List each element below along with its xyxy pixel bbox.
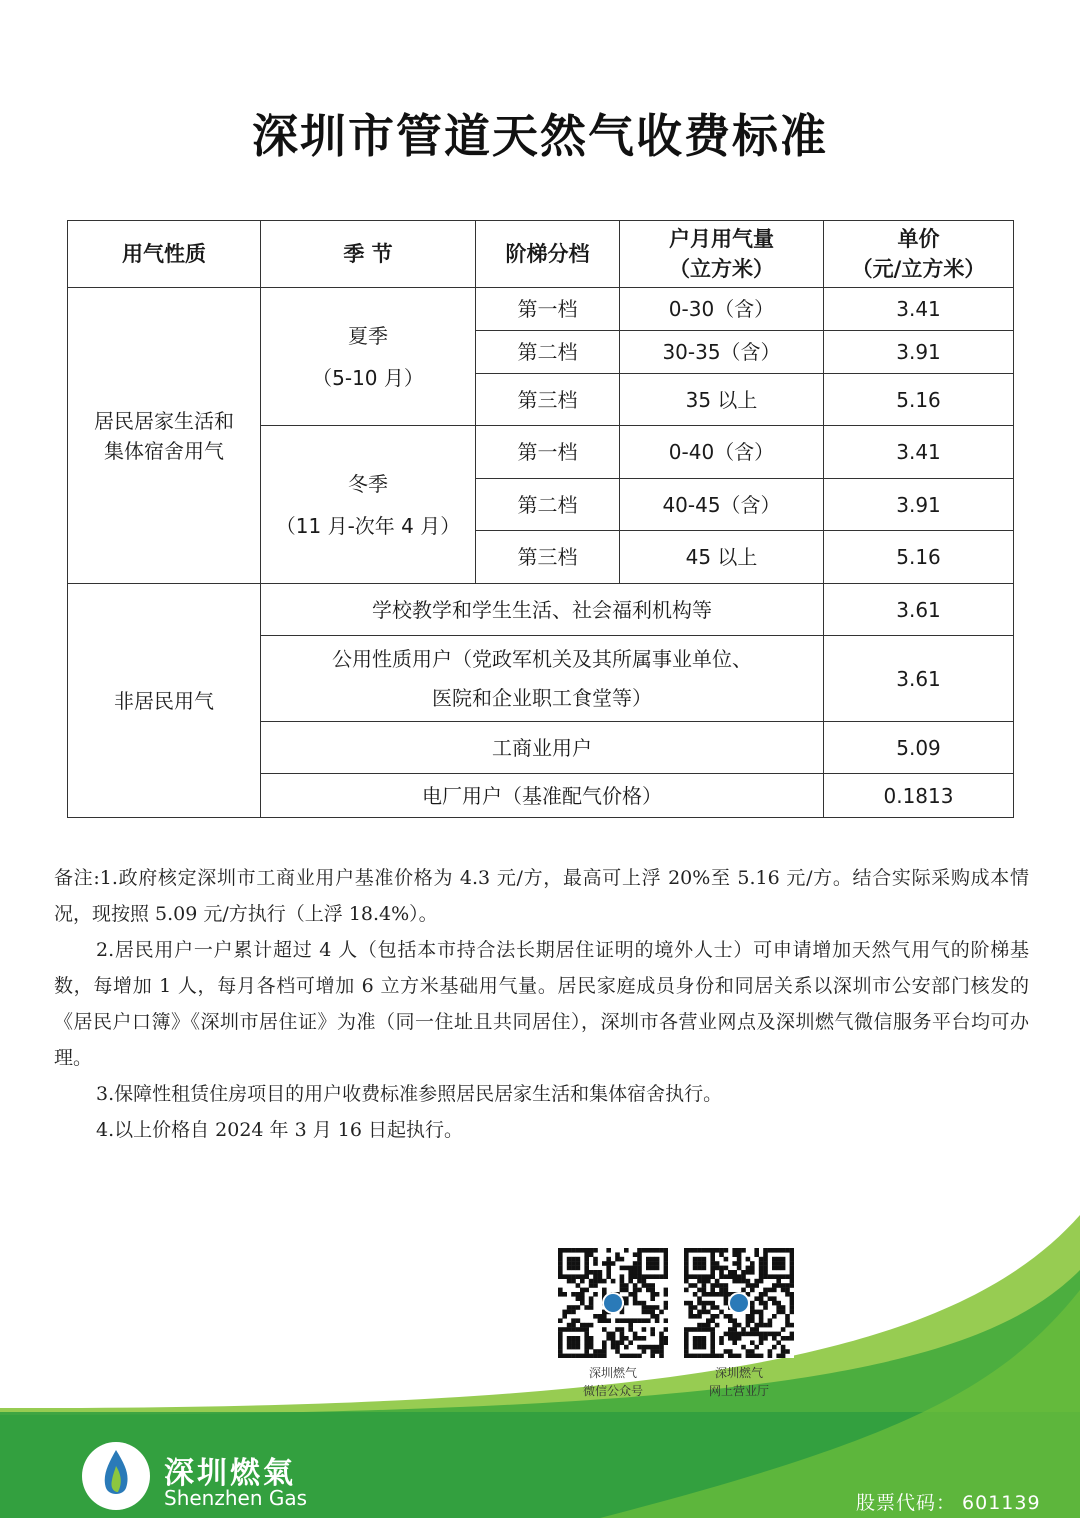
- stock-code: 股票代码： 601139: [856, 1492, 1041, 1514]
- footer-band: [0, 1200, 1080, 1518]
- price-cell: 3.61: [824, 636, 1014, 722]
- price-cell: 5.09: [824, 722, 1014, 774]
- header-price: 单价 （元/立方米）: [824, 221, 1014, 288]
- brand-name-cn: 深圳燃氣: [164, 1456, 296, 1491]
- flame-logo-icon: [80, 1440, 152, 1512]
- price-cell: 3.91: [824, 479, 1014, 531]
- header-volume: 户月用气量 （立方米）: [620, 221, 824, 288]
- price-cell: 3.41: [824, 426, 1014, 479]
- note-1: 备注:1.政府核定深圳市工商业用户基准价格为 4.3 元/方，最高可上浮 20%至 5.16 元/方。结合实际采购成本情况，现按照 5.09 元/方执行（上浮 18.4%）。: [54, 867, 1029, 925]
- table-row: [68, 288, 1014, 331]
- qr-label-wechat: 深圳燃气 微信公众号: [582, 1366, 643, 1398]
- volume-cell: 30-35（含）: [620, 331, 824, 374]
- tier-cell: 第一档: [476, 288, 620, 331]
- price-cell: 3.41: [824, 288, 1014, 331]
- qr-code-icon[interactable]: [684, 1248, 794, 1358]
- fee-table: [67, 220, 1014, 818]
- volume-cell: 0-40（含）: [620, 426, 824, 479]
- brand-name-en: Shenzhen Gas: [164, 1486, 308, 1510]
- category-cell: 电厂用户（基准配气价格）: [261, 774, 824, 818]
- price-cell: 0.1813: [824, 774, 1014, 818]
- summer-season-cell: 夏季 （5-10 月）: [261, 288, 476, 426]
- qr-code-icon[interactable]: [558, 1248, 668, 1358]
- price-cell: 5.16: [824, 531, 1014, 584]
- tier-cell: 第三档: [476, 531, 620, 584]
- category-cell: 学校教学和学生生活、社会福利机构等: [261, 584, 824, 636]
- volume-cell: 40-45（含）: [620, 479, 824, 531]
- note-2: 2.居民用户一户累计超过 4 人（包括本市持合法长期居住证明的境外人士）可申请增加天然气用气的阶梯基数，每增加 1 人，每月各档可增加 6 立方米基础用气量。居民家庭成员身份和同居关系以深圳市公安部门核发的《居民户口簿》《深圳市居住证》为准（同一住址且共同居住），深圳市各营业网点及深圳燃气微信服务平台均可办理。: [54, 939, 1029, 1069]
- tier-cell: 第一档: [476, 426, 620, 479]
- table-header-row: [68, 221, 1014, 288]
- price-cell: 3.91: [824, 331, 1014, 374]
- volume-cell: 35 以上: [620, 374, 824, 426]
- table-row: [68, 584, 1014, 636]
- price-cell: 3.61: [824, 584, 1014, 636]
- winter-season-cell: 冬季 （11 月-次年 4 月）: [261, 426, 476, 584]
- tier-cell: 第二档: [476, 331, 620, 374]
- price-cell: 5.16: [824, 374, 1014, 426]
- tier-cell: 第三档: [476, 374, 620, 426]
- nonresidential-label: 非居民用气: [68, 584, 261, 818]
- page-title: 深圳市管道天然气收费标准: [252, 109, 828, 163]
- header-tier: 阶梯分档: [476, 221, 620, 288]
- header-season: 季 节: [261, 221, 476, 288]
- header-nature: 用气性质: [68, 221, 261, 288]
- note-4: 4.以上价格自 2024 年 3 月 16 日起执行。: [96, 1119, 463, 1141]
- volume-cell: 0-30（含）: [620, 288, 824, 331]
- category-cell: 公用性质用户（党政军机关及其所属事业单位、 医院和企业职工食堂等）: [261, 636, 824, 722]
- note-3: 3.保障性租赁住房项目的用户收费标准参照居民居家生活和集体宿舍执行。: [96, 1083, 723, 1105]
- residential-label: 居民居家生活和 集体宿舍用气: [68, 288, 261, 584]
- category-cell: 工商业用户: [261, 722, 824, 774]
- qr-label-online-hall: 深圳燃气 网上营业厅: [708, 1366, 769, 1398]
- tier-cell: 第二档: [476, 479, 620, 531]
- volume-cell: 45 以上: [620, 531, 824, 584]
- notes: [54, 860, 1029, 1148]
